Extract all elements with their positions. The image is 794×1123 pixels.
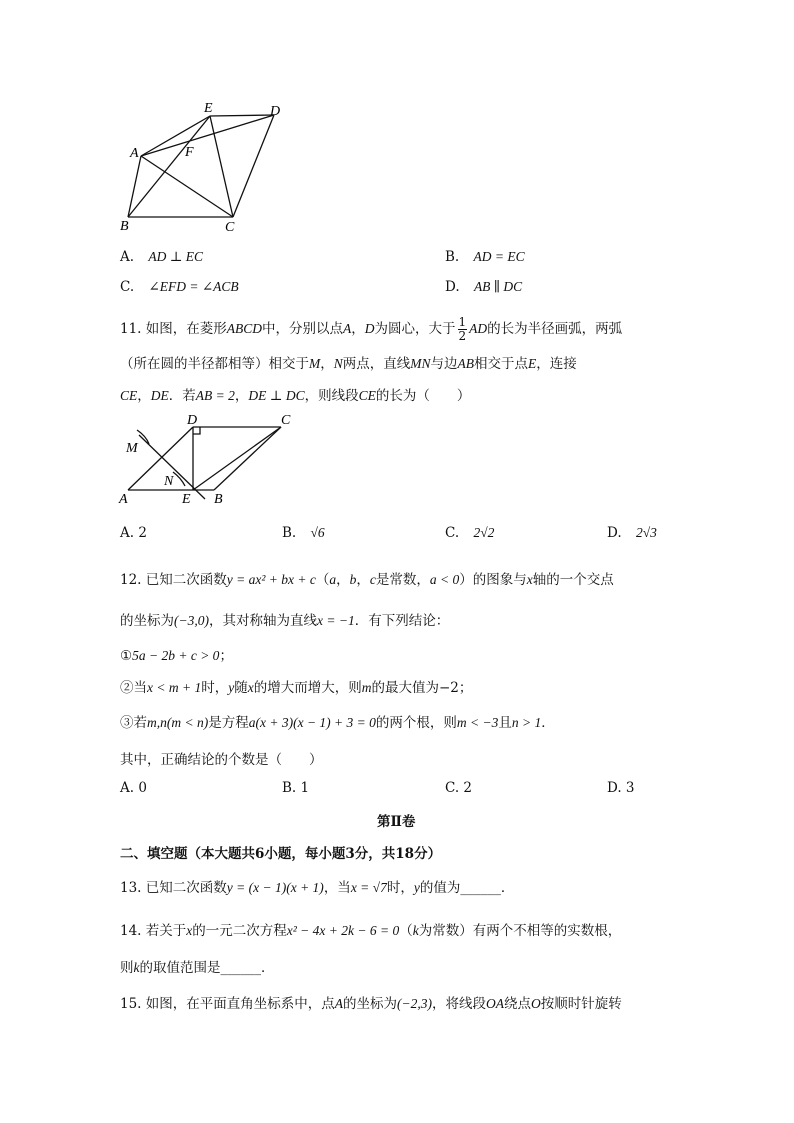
segment-AC xyxy=(141,156,233,217)
segment-DC xyxy=(233,115,274,217)
q11-line-3: CE，DE．若AB = 2，DE ⊥ DC，则线段CE的长为（ ） xyxy=(120,388,471,404)
q12-conclusion-2: ②当x < m + 1时，y随x的增大而增大，则m的最大值为−2； xyxy=(120,680,473,696)
label-F: F xyxy=(185,145,194,160)
q13-line: 13. 已知二次函数y = (x − 1)(x + 1)，当x = √7时，y的值为______． xyxy=(120,880,515,896)
label-A: A xyxy=(130,146,139,161)
q13-answer-blank[interactable]: ______ xyxy=(460,880,501,896)
part-heading: 二、填空题（本大题共6小题，每小题3分，共18分） xyxy=(120,846,442,862)
q12-line-1: 12. 已知二次函数y = ax² + bx + c（a，b，c是常数，a < 0）的图象与x轴的一个交点 xyxy=(120,572,614,588)
q12-options-row xyxy=(120,780,680,800)
q10-option-c[interactable]: C. ∠EFD = ∠ACB xyxy=(120,279,239,295)
q10-option-d[interactable]: D. AB ∥ DC xyxy=(445,279,523,295)
q12-question: 其中，正确结论的个数是（ ） xyxy=(120,752,323,768)
q11-options-row xyxy=(120,525,680,545)
label-B: B xyxy=(214,492,223,507)
q10-option-a[interactable]: A. AD ⊥ EC xyxy=(120,249,204,265)
q11-option-b[interactable]: B. √6 xyxy=(282,525,325,541)
segment-AE xyxy=(141,116,210,156)
q12-conclusion-1: ①5a − 2b + c > 0； xyxy=(120,648,233,664)
q12-option-b[interactable]: B. 1 xyxy=(282,780,310,796)
q14-line-2: 则k的取值范围是______． xyxy=(120,960,275,976)
segment-AD xyxy=(141,115,274,156)
q12-option-d[interactable]: D. 3 xyxy=(607,780,635,796)
label-E: E xyxy=(204,101,213,116)
label-E: E xyxy=(182,492,191,507)
label-N: N xyxy=(164,474,174,489)
label-D: D xyxy=(270,104,281,119)
label-A: A xyxy=(119,492,128,507)
label-D: D xyxy=(187,413,198,428)
q10-options-row-1 xyxy=(120,249,680,269)
q14-line-1: 14. 若关于x的一元二次方程x² − 4x + 2k − 6 = 0（k为常数）有两个不相等的实数根， xyxy=(120,923,622,939)
q11-option-a[interactable]: A. 2 xyxy=(120,525,147,541)
q12-conclusion-3: ③若m,n(m < n)是方程a(x + 3)(x − 1) + 3 = 0的两个根，则m < −3且n > 1． xyxy=(120,715,555,731)
segment-CE xyxy=(193,427,281,490)
q14-answer-blank[interactable]: ______ xyxy=(220,960,261,976)
segment-CB xyxy=(214,427,281,490)
segment-EB xyxy=(128,116,210,217)
label-M: M xyxy=(126,441,138,456)
q11-line-2: （所在圆的半径都相等）相交于M，N两点，直线MN与边AB相交于点E，连接 xyxy=(120,356,577,372)
figure-q11-rhombus xyxy=(115,408,315,508)
q12-option-c[interactable]: C. 2 xyxy=(445,780,473,796)
segment-AB xyxy=(128,156,141,217)
q11-option-d[interactable]: D. 2√3 xyxy=(607,525,657,541)
segment-AD xyxy=(128,427,193,490)
segment-ED xyxy=(210,115,274,116)
label-C: C xyxy=(281,413,291,428)
q11-option-c[interactable]: C. 2√2 xyxy=(445,525,495,541)
figure-q10-parallelogram xyxy=(110,96,310,241)
right-angle-mark xyxy=(193,427,200,434)
q12-option-a[interactable]: A. 0 xyxy=(120,780,147,796)
q11-line-1: 11. 如图，在菱形ABCD中，分别以点A，D为圆心，大于 $\frac{1}{2}$ AD的长为半径画弧，两弧 xyxy=(120,315,623,343)
fraction-one-half: $\frac{1}{2}$ xyxy=(458,315,467,343)
q10-options-row-2 xyxy=(120,279,680,299)
label-C: C xyxy=(225,220,235,235)
section-title: 第Ⅱ卷 xyxy=(377,814,416,830)
q10-option-b[interactable]: B. AD = EC xyxy=(445,249,525,265)
arc-mark-M xyxy=(137,430,149,444)
label-B: B xyxy=(120,219,129,234)
q12-line-2: 的坐标为(−3,0)，其对称轴为直线x = −1．有下列结论： xyxy=(120,613,450,629)
q15-line: 15. 如图，在平面直角坐标系中，点A的坐标为(−2,3)，将线段OA绕点O按顺时针旋转 xyxy=(120,996,622,1012)
